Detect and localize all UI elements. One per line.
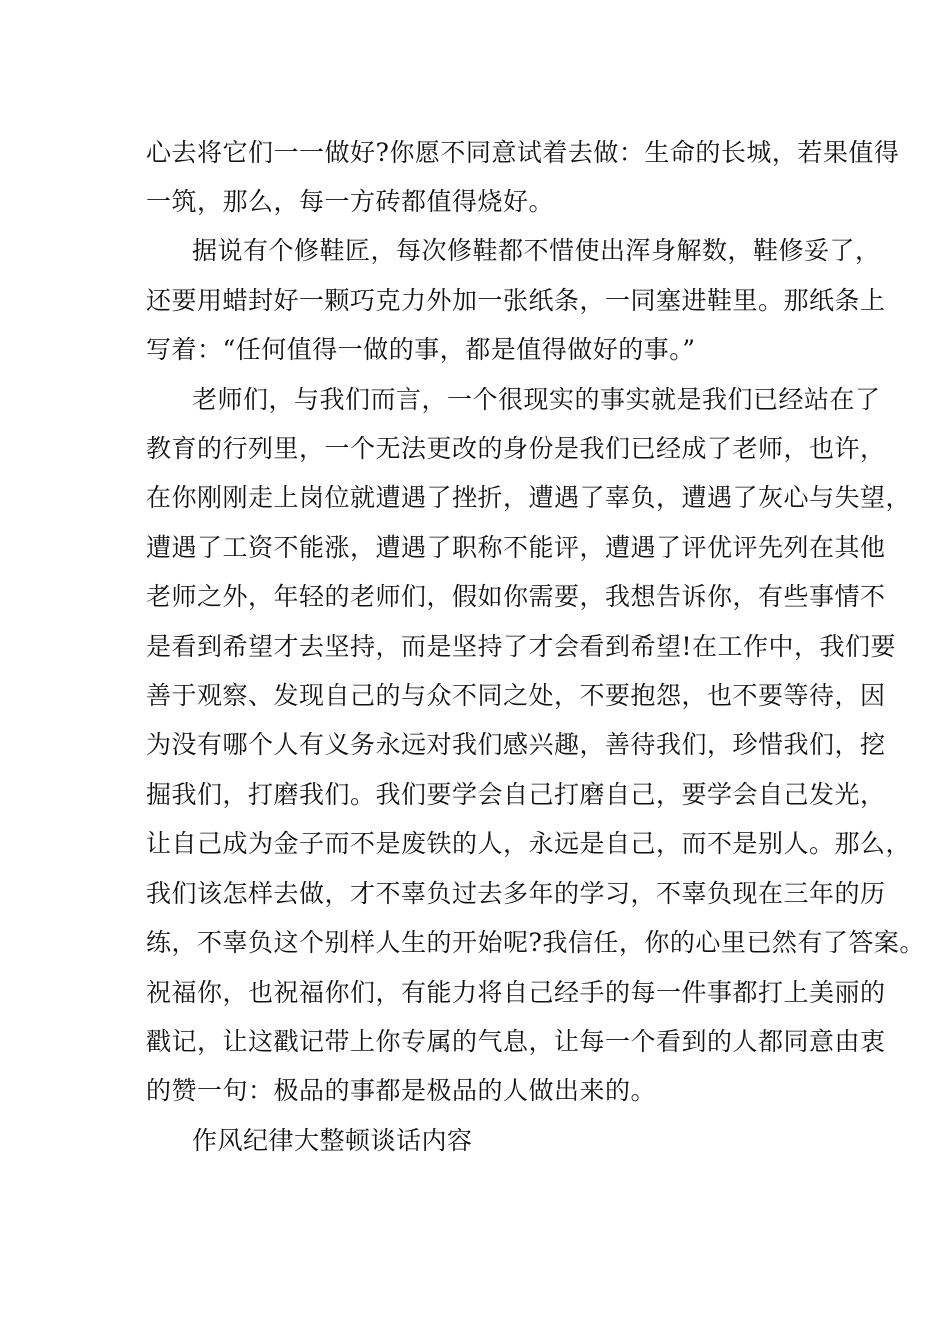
text-line: 祝福你，也祝福你们，有能力将自己经手的每一件事都打上美丽的 [146, 978, 886, 1007]
text-line: 老师之外，年轻的老师们，假如你需要，我想告诉你，有些事情不 [146, 582, 886, 611]
text-line: 我们该怎样去做，才不辜负过去多年的学习，不辜负现在三年的历 [146, 879, 886, 908]
text-line: 让自己成为金子而不是废铁的人，永远是自己，而不是别人。那么， [146, 829, 912, 858]
text-line: 善于观察、发现自己的与众不同之处，不要抱怨，也不要等待，因 [146, 681, 886, 710]
text-line: 掘我们，打磨我们。我们要学会自己打磨自己，要学会自己发光， [146, 780, 886, 809]
text-line: 在你刚刚走上岗位就遭遇了挫折，遭遇了辜负，遭遇了灰心与失望， [146, 483, 912, 512]
text-line: 还要用蜡封好一颗巧克力外加一张纸条，一同塞进鞋里。那纸条上 [146, 286, 886, 315]
text-line: 是看到希望才去坚持，而是坚持了才会看到希望!在工作中，我们要 [146, 632, 897, 661]
text-line: 作风纪律大整顿谈话内容 [192, 1126, 473, 1155]
text-line: 练，不辜负这个别样人生的开始呢?我信任，你的心里已然有了答案。 [146, 928, 925, 957]
text-line: 戳记，让这戳记带上你专属的气息，让每一个看到的人都同意由衷 [146, 1027, 886, 1056]
text-line: 写着：“任何值得一做的事，都是值得做好的事。” [146, 335, 696, 364]
text-line: 一筑，那么，每一方砖都值得烧好。 [146, 187, 555, 216]
text-line: 老师们，与我们而言，一个很现实的事实就是我们已经站在了 [192, 385, 881, 414]
text-line: 为没有哪个人有义务永远对我们感兴趣，善待我们，珍惜我们，挖 [146, 730, 886, 759]
text-line: 遭遇了工资不能涨，遭遇了职称不能评，遭遇了评优评先列在其他 [146, 533, 886, 562]
text-line: 教育的行列里，一个无法更改的身份是我们已经成了老师，也许， [146, 434, 886, 463]
text-line: 据说有个修鞋匠，每次修鞋都不惜使出浑身解数，鞋修妥了， [192, 236, 881, 265]
text-line: 的赞一句：极品的事都是极品的人做出来的。 [146, 1076, 657, 1105]
text-line: 心去将它们一一做好?你愿不同意试着去做：生命的长城，若果值得 [146, 138, 900, 167]
